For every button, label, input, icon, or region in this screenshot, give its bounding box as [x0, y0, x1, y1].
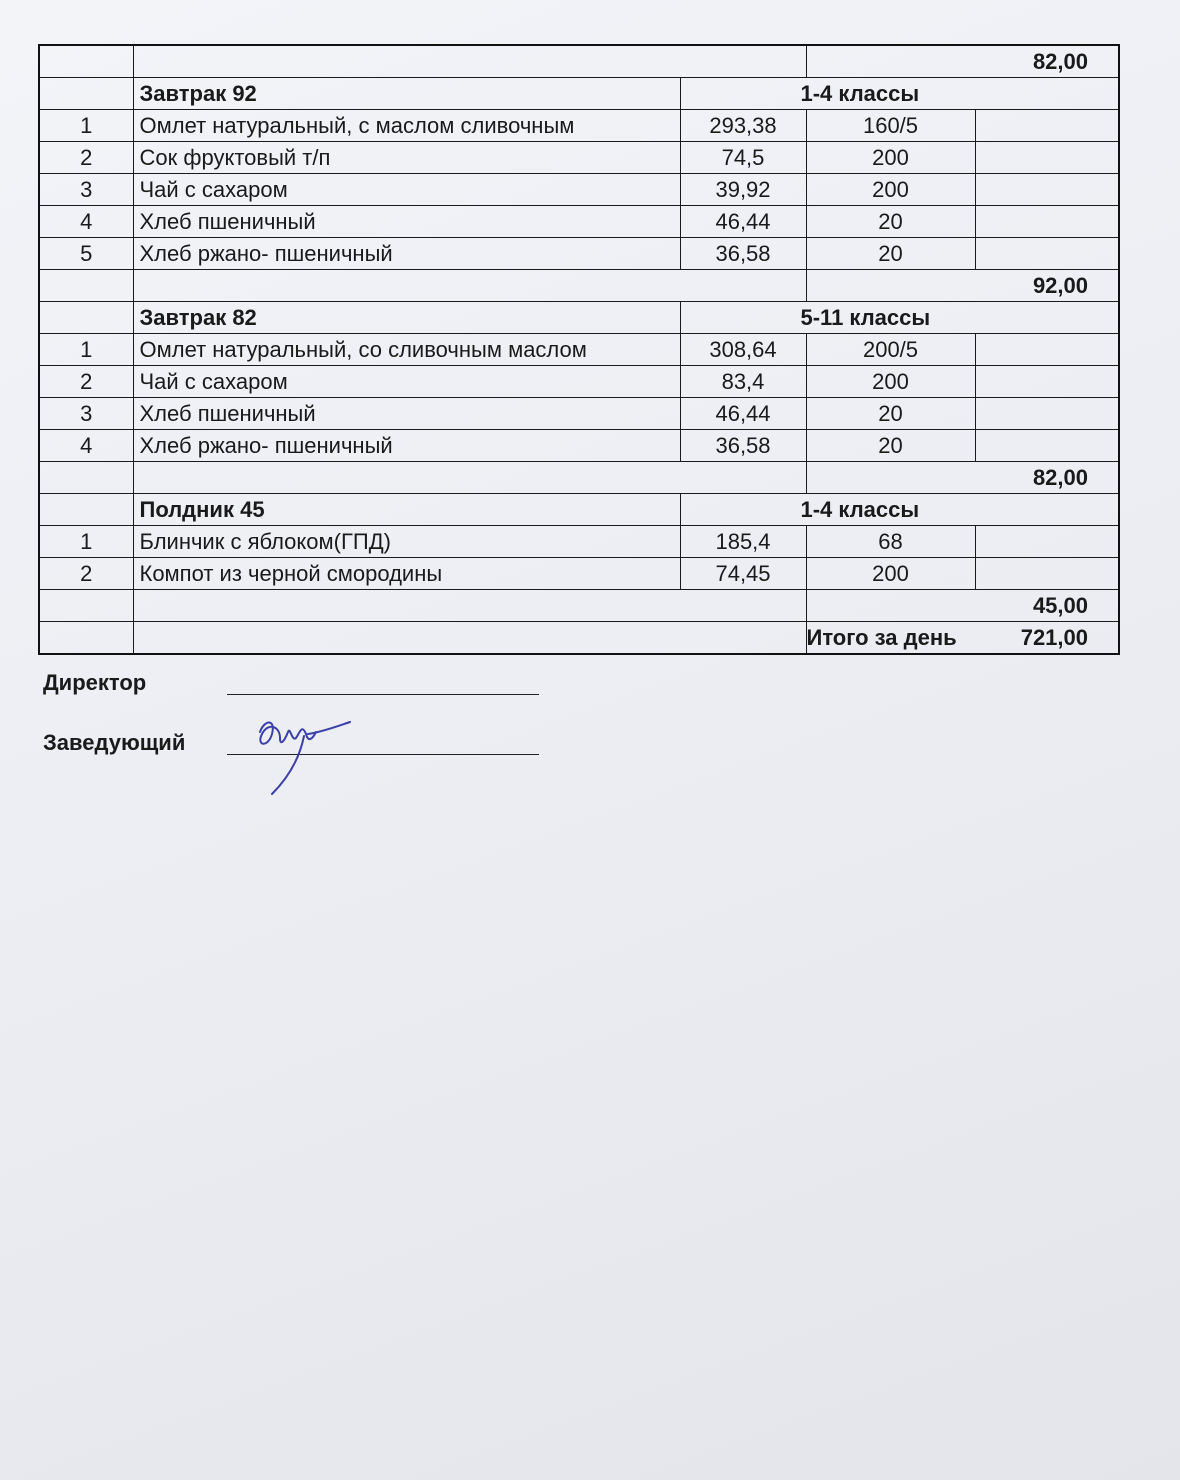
menu-item-row — [39, 238, 1119, 270]
item-weight: 20 — [806, 398, 975, 430]
item-number: 2 — [39, 366, 133, 398]
item-name: Хлеб ржано- пшеничный — [133, 238, 680, 270]
item-weight: 200 — [806, 174, 975, 206]
day-total-value: 721,00 — [1020, 625, 1088, 650]
item-name: Блинчик с яблоком(ГПД) — [133, 526, 680, 558]
section-total-row — [39, 270, 1119, 302]
item-weight: 20 — [806, 206, 975, 238]
item-price: 36,58 — [680, 430, 806, 462]
top-total-row — [39, 45, 1119, 78]
item-price: 46,44 — [680, 398, 806, 430]
item-weight: 200 — [806, 558, 975, 590]
item-weight: 200 — [806, 142, 975, 174]
empty-cell — [133, 45, 806, 78]
empty-cell — [39, 45, 133, 78]
item-weight: 200 — [806, 366, 975, 398]
item-weight: 200/5 — [806, 334, 975, 366]
item-number: 3 — [39, 174, 133, 206]
item-price: 83,4 — [680, 366, 806, 398]
section-classes: 5-11 классы — [680, 302, 1119, 334]
day-total-cell — [806, 622, 1119, 655]
menu-item-row — [39, 430, 1119, 462]
item-price: 74,45 — [680, 558, 806, 590]
item-price: 74,5 — [680, 142, 806, 174]
empty-cell — [39, 590, 133, 622]
item-number: 4 — [39, 430, 133, 462]
section-total-row — [39, 462, 1119, 494]
item-name: Хлеб пшеничный — [133, 398, 680, 430]
empty-cell — [39, 78, 133, 110]
section-title: Завтрак 92 — [133, 78, 680, 110]
empty-cell — [133, 462, 806, 494]
empty-cell — [975, 110, 1119, 142]
manager-label: Заведующий — [43, 730, 186, 755]
director-signature-line — [227, 694, 539, 695]
item-weight: 20 — [806, 430, 975, 462]
section-total-value: 45,00 — [806, 590, 1119, 622]
section-classes: 1-4 классы — [680, 494, 1119, 526]
menu-table — [38, 44, 1120, 655]
empty-cell — [39, 494, 133, 526]
menu-item-row — [39, 558, 1119, 590]
item-name: Хлеб ржано- пшеничный — [133, 430, 680, 462]
item-name: Компот из черной смородины — [133, 558, 680, 590]
item-name: Сок фруктовый т/п — [133, 142, 680, 174]
section-total-value: 82,00 — [806, 462, 1119, 494]
item-price: 36,58 — [680, 238, 806, 270]
item-weight: 20 — [806, 238, 975, 270]
empty-cell — [133, 622, 806, 655]
item-name: Хлеб пшеничный — [133, 206, 680, 238]
empty-cell — [975, 334, 1119, 366]
item-price: 185,4 — [680, 526, 806, 558]
menu-item-row — [39, 398, 1119, 430]
menu-item-row — [39, 526, 1119, 558]
empty-cell — [39, 270, 133, 302]
menu-item-row — [39, 206, 1119, 238]
item-name: Чай с сахаром — [133, 174, 680, 206]
item-price: 293,38 — [680, 110, 806, 142]
item-number: 2 — [39, 558, 133, 590]
section-title: Завтрак 82 — [133, 302, 680, 334]
day-total-label: Итого за день — [806, 625, 957, 650]
top-total-value: 82,00 — [806, 45, 1119, 78]
menu-item-row — [39, 142, 1119, 174]
item-number: 1 — [39, 334, 133, 366]
empty-cell — [975, 238, 1119, 270]
section-header-row — [39, 78, 1119, 110]
menu-item-row — [39, 174, 1119, 206]
item-number: 1 — [39, 526, 133, 558]
empty-cell — [133, 270, 806, 302]
section-total-value: 92,00 — [806, 270, 1119, 302]
item-number: 5 — [39, 238, 133, 270]
item-number: 2 — [39, 142, 133, 174]
empty-cell — [975, 526, 1119, 558]
empty-cell — [39, 462, 133, 494]
item-weight: 160/5 — [806, 110, 975, 142]
section-header-row — [39, 494, 1119, 526]
menu-item-row — [39, 334, 1119, 366]
item-price: 39,92 — [680, 174, 806, 206]
empty-cell — [133, 590, 806, 622]
empty-cell — [975, 366, 1119, 398]
empty-cell — [975, 174, 1119, 206]
empty-cell — [975, 430, 1119, 462]
item-weight: 68 — [806, 526, 975, 558]
item-number: 1 — [39, 110, 133, 142]
item-name: Чай с сахаром — [133, 366, 680, 398]
item-number: 4 — [39, 206, 133, 238]
empty-cell — [975, 142, 1119, 174]
empty-cell — [975, 558, 1119, 590]
item-name: Омлет натуральный, с маслом сливочным — [133, 110, 680, 142]
section-classes: 1-4 классы — [680, 78, 1119, 110]
item-price: 46,44 — [680, 206, 806, 238]
empty-cell — [39, 622, 133, 655]
day-total-row — [39, 622, 1119, 655]
item-price: 308,64 — [680, 334, 806, 366]
item-number: 3 — [39, 398, 133, 430]
menu-item-row — [39, 110, 1119, 142]
empty-cell — [975, 398, 1119, 430]
empty-cell — [975, 206, 1119, 238]
section-total-row — [39, 590, 1119, 622]
item-name: Омлет натуральный, со сливочным маслом — [133, 334, 680, 366]
director-label: Директор — [43, 670, 147, 695]
section-header-row — [39, 302, 1119, 334]
section-title: Полдник 45 — [133, 494, 680, 526]
menu-table-body — [39, 45, 1119, 654]
menu-item-row — [39, 366, 1119, 398]
handwritten-signature — [250, 712, 360, 802]
empty-cell — [39, 302, 133, 334]
